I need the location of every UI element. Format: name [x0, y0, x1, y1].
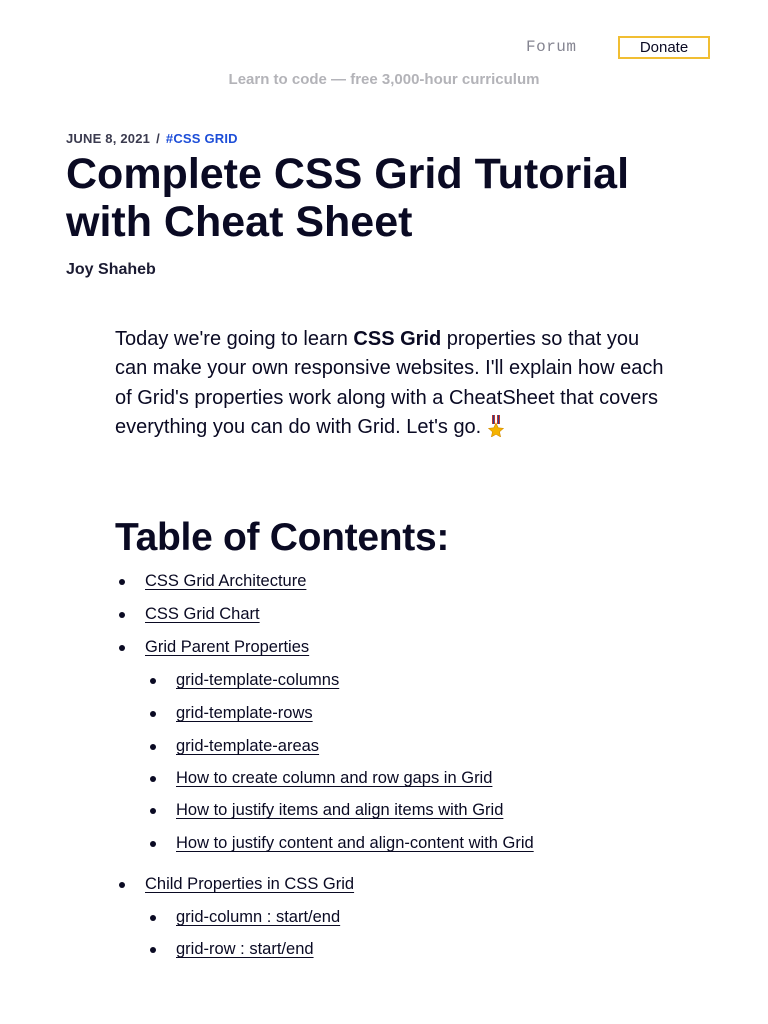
toc-subitem [0, 767, 768, 793]
site-tagline: Learn to code — free 3,000-hour curriculum [228, 71, 540, 88]
toc-link-grid-template-areas[interactable]: grid-template-areas [176, 737, 320, 755]
title-line-2: with Cheat Sheet [66, 198, 413, 246]
bullet-icon [119, 612, 125, 618]
intro-bold-term: CSS Grid [353, 328, 442, 350]
top-navigation [0, 36, 768, 60]
toc-link-justify-align-content[interactable]: How to justify content and align-content with Grid [176, 834, 534, 852]
bullet-icon [150, 711, 156, 717]
toc-subitem [0, 735, 768, 761]
title-line-1: Complete CSS Grid Tutorial [66, 150, 630, 198]
toc-subitem [0, 669, 768, 695]
toc-link-grid-template-columns[interactable]: grid-template-columns [176, 671, 340, 689]
bullet-icon [150, 678, 156, 684]
toc-subitem [0, 702, 768, 728]
toc-subitem [0, 832, 768, 858]
toc-heading: Table of Contents: [115, 516, 450, 559]
bullet-icon [119, 882, 125, 888]
author-name[interactable]: Joy Shaheb [66, 261, 156, 278]
publish-date: JUNE 8, 2021 [66, 131, 151, 146]
toc-link-css-grid-chart[interactable]: CSS Grid Chart [145, 605, 260, 623]
toc-subitem [0, 799, 768, 825]
toc-link-justify-align-items[interactable]: How to justify items and align items with Grid [176, 801, 504, 819]
bullet-icon [119, 645, 125, 651]
toc-link-grid-template-rows[interactable]: grid-template-rows [176, 704, 313, 722]
toc-link-grid-row[interactable]: grid-row : start/end [176, 940, 314, 958]
article-title [66, 150, 726, 246]
article-meta [66, 131, 238, 146]
bullet-icon [150, 947, 156, 953]
bullet-icon [150, 744, 156, 750]
article-tag-link[interactable]: #CSS GRID [165, 131, 238, 146]
forum-link[interactable]: Forum [526, 38, 577, 56]
toc-item [0, 636, 768, 662]
bullet-icon [150, 808, 156, 814]
article-intro [115, 325, 675, 443]
toc-link-grid-column[interactable]: grid-column : start/end [176, 908, 341, 926]
toc-item [0, 603, 768, 629]
military-medal-icon [487, 415, 505, 437]
donate-button[interactable]: Donate [618, 36, 710, 59]
meta-separator: / [156, 131, 160, 146]
toc-link-grid-parent-properties[interactable]: Grid Parent Properties [145, 638, 310, 656]
toc-subitem [0, 938, 768, 964]
toc-link-css-grid-architecture[interactable]: CSS Grid Architecture [145, 572, 307, 590]
bullet-icon [119, 579, 125, 585]
toc-item [0, 873, 768, 899]
toc-item [0, 570, 768, 596]
intro-text-start: Today we're going to learn [115, 328, 354, 350]
bullet-icon [150, 841, 156, 847]
toc-subitem [0, 906, 768, 932]
toc-link-child-properties[interactable]: Child Properties in CSS Grid [145, 875, 355, 893]
bullet-icon [150, 776, 156, 782]
bullet-icon [150, 915, 156, 921]
toc-link-column-row-gaps[interactable]: How to create column and row gaps in Grid [176, 769, 493, 787]
intro-text-end: properties so that you can make your own responsive websites. I'll explain how each of Grid's properties work along with a CheatSheet that covers everything you can do with Grid. Let's go. [115, 328, 664, 439]
